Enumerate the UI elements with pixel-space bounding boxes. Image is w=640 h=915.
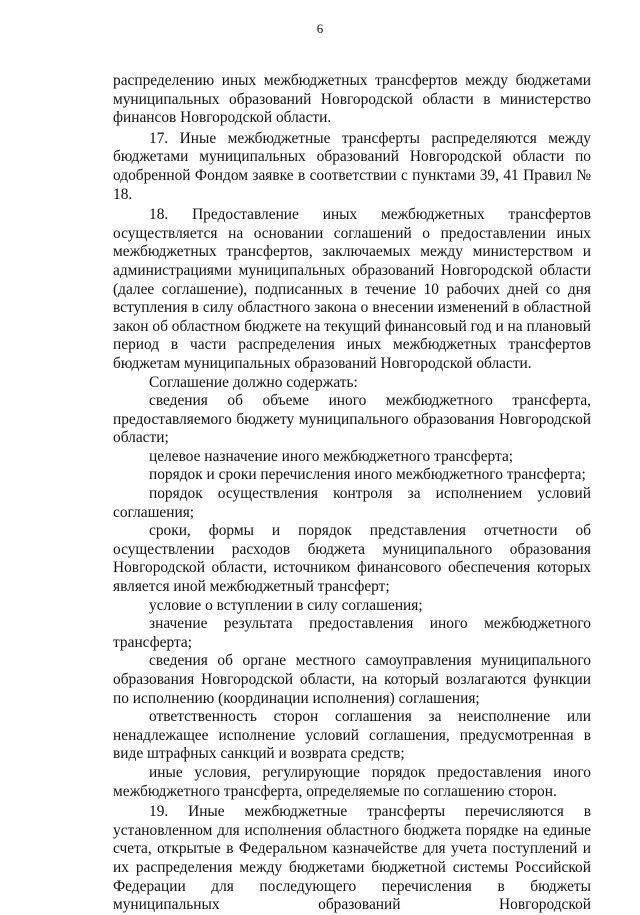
paragraph-17: 17. Иные межбюджетные трансферты распределяются между бюджетами муниципальных образований Новгородской области по одобренной Фондом заявке в соответствии с пунктами 39, 41 Правил № 18. <box>113 129 591 203</box>
paragraph-19: 19. Иные межбюджетные трансферты перечисляются в установленном для исполнения областного бюджета порядке на единые счета, открытые в Федеральном казначействе для учета поступлений и их распределения между бюджетами бюджетной системы Российской Федерации для последующего перечисления в бюджеты муниципальных образований Новгородской <box>113 803 591 914</box>
agreement-intro: Соглашение должно содержать: <box>149 373 358 391</box>
document-body <box>113 72 591 915</box>
agreement-item-authority: сведения об органе местного самоуправления муниципального образования Новгородской области, на который возлагаются функции по исполнению (координации исполнения) соглашения; <box>113 652 591 707</box>
agreement-item-reporting: сроки, формы и порядок представления отчетности об осуществлении расходов бюджета муниципального образования Новгородской области, источником финансового обеспечения которых является иной межбюджетный трансферт; <box>113 522 591 596</box>
paragraph-18: 18. Предоставление иных межбюджетных трансфертов осуществляется на основании соглашений о предоставлении иных межбюджетных трансфертов, заключаемых между министерством и администрациями муниципальных образований Новгородской области (далее соглашение), подписанных в течение 10 рабочих дней со дня вступления в силу областного закона о внесении изменений в областной закон об областном бюджете на текущий финансовый год и на плановый период в части распределения иных межбюджетных трансфертов бюджетам муниципальных образований Новгородской области. <box>113 206 591 372</box>
agreement-item-purpose: целевое назначение иного межбюджетного трансферта; <box>149 447 514 465</box>
agreement-item-other: иные условия, регулирующие порядок предоставления иного межбюджетного трансферта, определяемые по соглашению сторон. <box>113 763 591 800</box>
agreement-item-volume: сведения об объеме иного межбюджетного трансферта, предоставляемого бюджету муниципального образования Новгородской области; <box>113 392 591 447</box>
agreement-item-transfer-order: порядок и сроки перечисления иного межбюджетного трансферта; <box>149 466 586 484</box>
paragraph-continuation: распределению иных межбюджетных трансфертов между бюджетами муниципальных образований Новгородской области в министерство финансов Новгородской области. <box>113 72 591 127</box>
agreement-item-responsibility: ответственность сторон соглашения за неисполнение или ненадлежащее исполнение условий соглашения, предусмотренная в виде штрафных санкций и возврата средств; <box>113 708 591 763</box>
agreement-item-entry-into-force: условие о вступлении в силу соглашения; <box>149 596 423 614</box>
agreement-item-result: значение результата предоставления иного межбюджетного трансферта; <box>113 615 591 651</box>
agreement-item-control: порядок осуществления контроля за исполнением условий соглашения; <box>113 485 591 521</box>
page-number: 6 <box>316 21 324 36</box>
